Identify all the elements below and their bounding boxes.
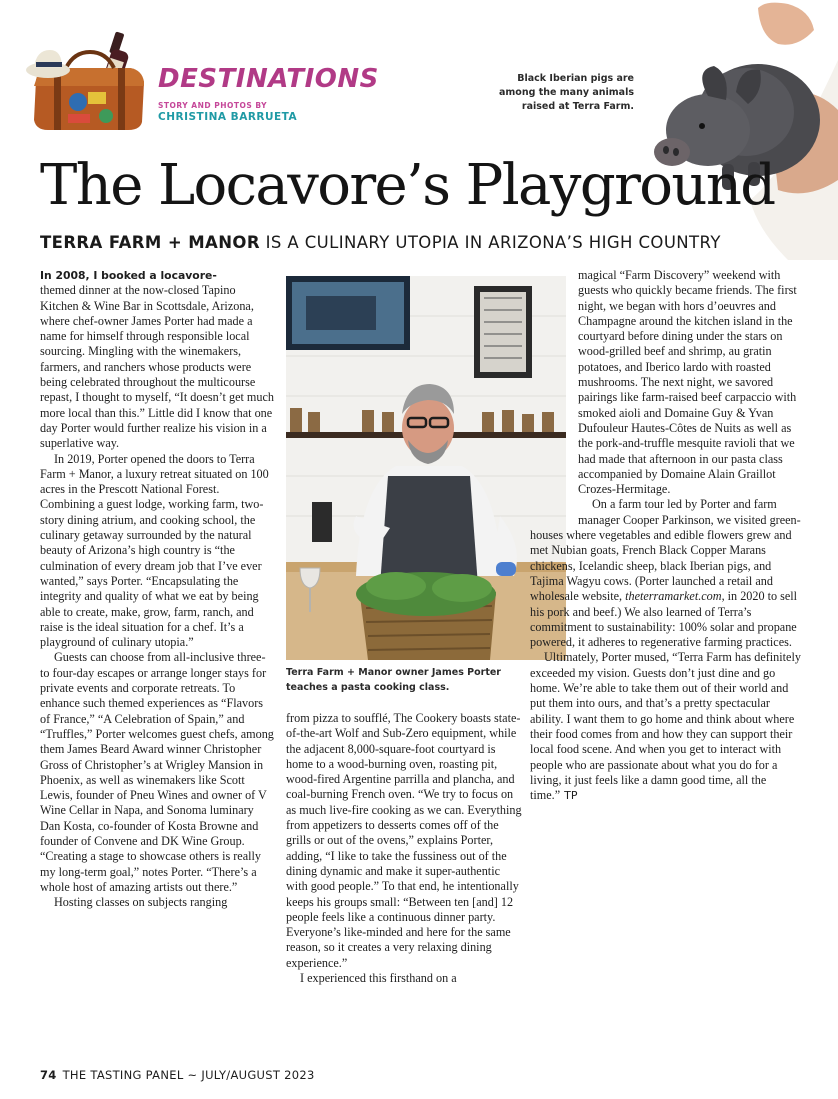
end-mark: TP — [564, 789, 578, 803]
suitcase-illustration — [26, 30, 150, 134]
website-link[interactable]: theterramarket.com — [625, 589, 722, 604]
column-1 — [40, 268, 276, 910]
paragraph — [530, 528, 801, 650]
paragraph: In 2019, Porter opened the doors to Terra Farm + Manor, a luxury retreat situated on 100 acres in the Prescott National Forest. Combining a guest lodge, working farm, two-story dining atrium, and cooking school, the culinary getaway surrounded by the natural beauty of Arizona’s high country is “the culmination of every dream job that I’ve ever wanted,” says Porter. “Encapsulating the integrity and quality of what we eat by being able to create, make, grow, farm, ranch, and raise is the ideal situation for a chef. It’s a playground of culinary utopia.” — [40, 451, 269, 650]
paragraph: I experienced this firsthand on a — [300, 971, 457, 986]
column-2 — [286, 711, 524, 986]
pig-photo-caption: Black Iberian pigs are among the many animals raised at Terra Farm. — [499, 73, 634, 113]
wide-text-block — [530, 528, 801, 803]
paragraph: magical “Farm Discovery” weekend with guests who quickly became friends. The first night, we began with hors d’oeuvres and Champagne around the kitchen island in the courtyard before dining under the stars on wood-grilled beef and shrimp, au gratin potatoes, and Iberico lardo with roasted mushrooms. The next night, we savored pairings like farm-raised beef carpaccio with smoked aioli and Domaine Guy & Yvan Dufouleur Hautes-Côtes de Nuits as well as the pork-and-truffle mesquite ravioli that we had made that afternoon in our pasta class accompanied by Domaine Alain Graillot Crozes-Hermitage. — [578, 268, 797, 497]
deck-bold: TERRA FARM + MANOR — [40, 233, 260, 252]
deck — [40, 233, 721, 252]
paragraph — [530, 650, 801, 803]
paragraph: Guests can choose from all-inclusive three- to four-day escapes or arrange longer stays for private events and corporate retreats. To enhance such themed experiences as “Flavors of France,” “A Celebration of Spain,” and “Truffles,” Porter welcomes guest chefs, among them James Beard Award winner Christopher Gross of Christopher’s at Wrigley Mansion in Phoenix, as well as winemakers like Scott Lewis, founder of Pneu Wines and owner of V Wine Cellar in Napa, and Sonoma luminary Dan Kosta, co-founder of Kosta Browne and founder of Convene and DK Wine Group. “Creating a stage to showcase others is really my long-term goal,” notes Porter. “There’s a whole host of amazing artists out there.” — [40, 650, 274, 894]
paragraph: Hosting classes on subjects ranging — [54, 895, 228, 910]
paragraph: from pizza to soufflé, The Cookery boasts state-of-the-art Wolf and Sub-Zero equipment, while the adjacent 8,000-square-foot courtyard is home to a wood-burning oven, roasting pit, wood-fired Argentine parrilla and plancha, and coal-burning French oven. “We try to focus on as much live-fire cooking as we can. Everything from appetizers to desserts comes off of the grills or out of the ovens,” explains Porter, adding, “I like to take the fussiness out of the dining dynamic and make it super-authentic with good people.” To that end, he intentionally keeps his groups small: “Between ten [and] 12 people feels like a continuous dinner party. Everyone’s like-minded and here for the same reason, so it creates a very relaxing dining experience.” — [286, 711, 522, 970]
paragraph-text: , in 2020 to sell his pork and beef.) We also learned of Terra’s commitment to sustainability: 100% solar and propane powered, it adheres to regenerative farming practices. — [530, 589, 798, 650]
lead-in: In 2008, I booked a locavore- — [40, 269, 217, 282]
headline: The Locavore’s Playground — [40, 153, 775, 218]
section-label: DESTINATIONS — [158, 64, 379, 94]
chef-photo-caption: Terra Farm + Manor owner James Porter teaches a pasta cooking class. — [286, 667, 501, 693]
paragraph-text: Ultimately, Porter mused, “Terra Farm has definitely exceeded my vision. Guests don’t just dine and go home. We’re able to take them out of their world and put them into ours, and that’s a pretty spectacular ability. I want them to go home and think about where their food comes from and how they can support their local food scene. And when you get to interact with people who are passionate about what you do for a living, it just feels like a damn good time, all the time.” — [530, 650, 801, 803]
page-footer — [40, 1068, 315, 1082]
footer-text: THE TASTING PANEL ~ JULY/AUGUST 2023 — [62, 1068, 315, 1082]
paragraph: themed dinner at the now-closed Tapino Kitchen & Wine Bar in Scottsdale, Arizona, where chef-owner James Porter had made a name for himself through responsible local sourcing. Mingling with the winemakers, farmers, and ranchers whose products were being celebrated throughout the multicourse repast, I thought to myself, “It doesn’t get much more local than this.” Little did I know that one day Porter would further realize his vision in a superlative way. — [40, 283, 274, 451]
pig-photo — [638, 0, 838, 260]
byline-credit: STORY AND PHOTOS BY — [158, 101, 268, 110]
byline-author: CHRISTINA BARRUETA — [158, 111, 298, 123]
paragraph-text: houses where vegetables and edible flowers grew and met Nubian goats, French Black Copper Marans chickens, Icelandic sheep, black Iberian pigs, and Tajima Wagyu cows. (Porter launched a retail and wholesale website, — [530, 528, 792, 604]
column-3 — [530, 268, 801, 803]
paragraph: On a farm tour led by Porter and farm manager Cooper Parkinson, we visited green- — [578, 497, 801, 527]
page-number: 74 — [40, 1068, 57, 1082]
deck-rest: IS A CULINARY UTOPIA IN ARIZONA’S HIGH COUNTRY — [259, 233, 721, 252]
chef-photo — [286, 276, 566, 660]
